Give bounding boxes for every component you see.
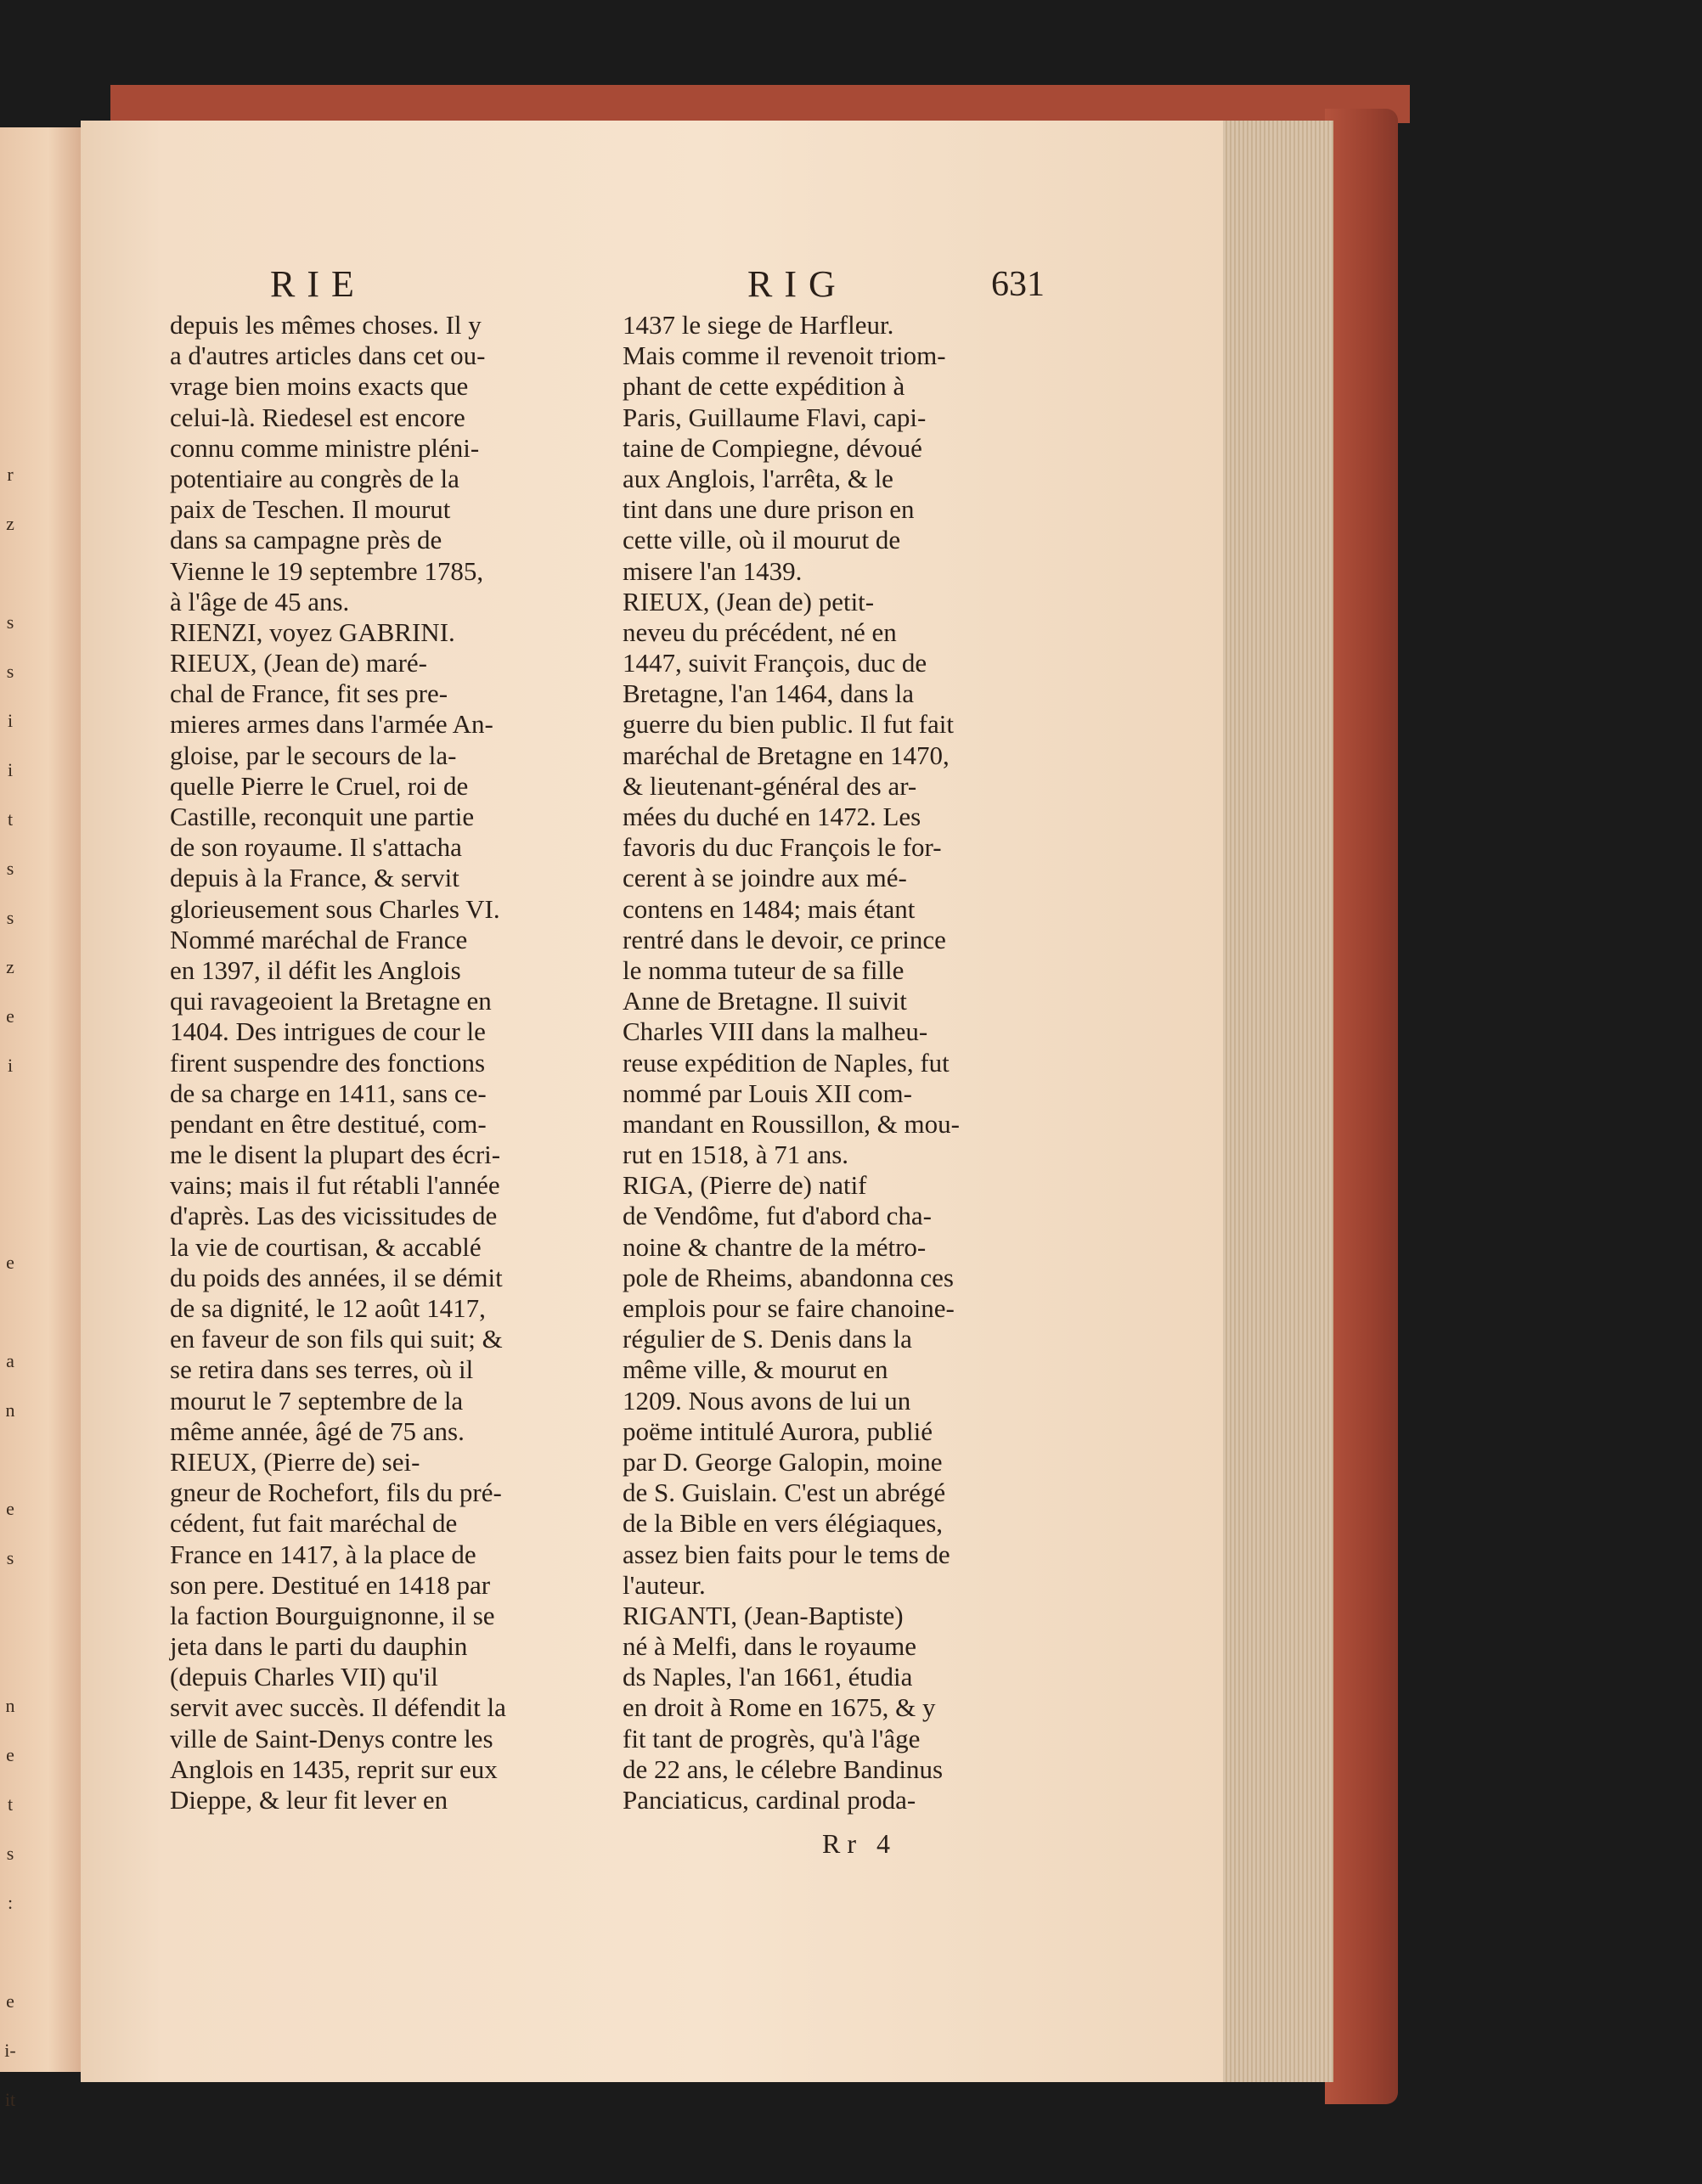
text-block xyxy=(170,259,1062,1859)
text-line: mées du duché en 1472. Les xyxy=(623,802,921,831)
text-line: vrage bien moins exacts que xyxy=(170,371,469,402)
edge-letter: e xyxy=(6,1744,14,1765)
text-line: me le disent la plupart des écri- xyxy=(170,1140,501,1170)
edge-letter: e xyxy=(6,1498,14,1519)
text-line: d'après. Las des vicissitudes de xyxy=(170,1201,498,1231)
text-line: celui-là. Riedesel est encore xyxy=(170,402,465,432)
text-line: depuis à la France, & servit xyxy=(170,863,459,893)
edge-letter xyxy=(0,1632,20,1681)
text-line: cette ville, où il mourut de xyxy=(623,525,901,555)
text-line: qui ravageoient la Bretagne en xyxy=(170,986,492,1016)
text-line: de S. Guislain. C'est un abrégé xyxy=(623,1478,946,1508)
text-line: glorieusement sous Charles VI. xyxy=(170,893,500,924)
text-line: poëme intitulé Aurora, publié xyxy=(623,1416,933,1446)
running-head-left: RIE xyxy=(270,263,366,305)
text-line: en faveur de son fils qui suit; & xyxy=(170,1324,503,1354)
text-line: aux Anglois, l'arrêta, & le xyxy=(623,463,893,493)
book-cover-spine xyxy=(1325,109,1398,2104)
edge-letter: a xyxy=(6,1350,14,1371)
text-line: tint dans une dure prison en xyxy=(623,494,915,525)
edge-letter: s xyxy=(6,611,14,633)
text-line: pole de Rheims, abandonna ces xyxy=(623,1262,954,1292)
text-line: Nommé maréchal de France xyxy=(170,924,468,954)
edge-letter: t xyxy=(7,808,14,830)
edge-letter: s xyxy=(6,1843,14,1864)
text-line: Anne de Bretagne. Il suivit xyxy=(623,986,907,1016)
edge-letter: it xyxy=(4,2089,16,2110)
text-line: servit avec succès. Il défendit la xyxy=(170,1692,506,1723)
text-line: (depuis Charles VII) qu'il xyxy=(170,1662,438,1692)
text-line: Bretagne, l'an 1464, dans la xyxy=(623,678,915,709)
text-line: gloise, par le secours de la- xyxy=(170,740,457,770)
text-line: 1209. Nous avons de lui un xyxy=(623,1385,911,1416)
edge-letter: s xyxy=(6,907,14,928)
text-line: rentré dans le devoir, ce prince xyxy=(623,924,946,954)
text-line: de la Bible en vers élégiaques, xyxy=(623,1508,944,1539)
text-columns xyxy=(170,310,1062,1838)
text-line: RIGANTI, (Jean-Baptiste) xyxy=(623,1600,904,1630)
text-line: France en 1417, à la place de xyxy=(170,1539,476,1569)
left-column xyxy=(170,310,609,1838)
text-line: se retira dans ses terres, où il xyxy=(170,1354,474,1385)
text-line: de sa dignité, le 12 août 1417, xyxy=(170,1293,486,1323)
text-line: du poids des années, il se démit xyxy=(170,1262,503,1292)
text-line: 1404. Des intrigues de cour le xyxy=(170,1016,486,1047)
edge-letter: z xyxy=(6,513,14,534)
edge-letter xyxy=(0,1090,20,1140)
edge-letter: i xyxy=(7,1055,14,1076)
text-line: Anglois en 1435, reprit sur eux xyxy=(170,1753,498,1784)
text-line: l'auteur. xyxy=(623,1569,706,1600)
text-line: depuis les mêmes choses. Il y xyxy=(170,310,482,340)
edge-letter: z xyxy=(6,956,14,977)
text-line: misere l'an 1439. xyxy=(623,555,803,586)
text-line: mandant en Roussillon, & mou- xyxy=(623,1108,960,1139)
text-line: en droit à Rome en 1675, & y xyxy=(623,1692,936,1723)
edge-letter xyxy=(0,1435,20,1484)
text-line: Paris, Guillaume Flavi, capi- xyxy=(623,402,927,432)
text-line: jeta dans le parti du dauphin xyxy=(170,1631,468,1662)
text-line: cédent, fut fait maréchal de xyxy=(170,1508,458,1539)
text-line: Vienne le 19 septembre 1785, xyxy=(170,555,484,586)
edge-letter: s xyxy=(6,661,14,682)
text-line: ville de Saint-Denys contre les xyxy=(170,1723,493,1753)
text-line: fit tant de progrès, qu'à l'âge xyxy=(623,1723,921,1753)
text-line: assez bien faits pour le tems de xyxy=(623,1539,950,1569)
edge-letter xyxy=(0,1583,20,1632)
text-line: RIEUX, (Pierre de) sei- xyxy=(170,1446,420,1477)
text-line: RIENZI, voyez GABRINI. xyxy=(170,616,455,647)
page-block-edges xyxy=(1215,121,1333,2082)
text-line: paix de Teschen. Il mourut xyxy=(170,494,451,525)
edge-letter: t xyxy=(7,1793,14,1815)
text-line: neveu du précédent, né en xyxy=(623,616,897,647)
text-line: la vie de courtisan, & accablé xyxy=(170,1231,482,1262)
page-number: 631 xyxy=(991,265,1045,304)
edge-letter: i xyxy=(7,759,14,780)
text-line: son pere. Destitué en 1418 par xyxy=(170,1569,491,1600)
text-line: Panciaticus, cardinal proda- xyxy=(623,1785,916,1815)
text-line: RIGA, (Pierre de) natif xyxy=(623,1170,867,1201)
text-line: chal de France, fit ses pre- xyxy=(170,678,448,709)
text-line: même ville, & mourut en xyxy=(623,1354,888,1385)
edge-letter: s xyxy=(6,858,14,879)
text-line: vains; mais il fut rétabli l'année xyxy=(170,1170,500,1201)
text-line: rut en 1518, à 71 ans. xyxy=(623,1140,849,1170)
text-line: en 1397, il défit les Anglois xyxy=(170,954,461,985)
text-line: de Vendôme, fut d'abord cha- xyxy=(623,1201,932,1231)
text-line: mourut le 7 septembre de la xyxy=(170,1385,464,1416)
text-line: reuse expédition de Naples, fut xyxy=(623,1047,950,1078)
text-line: emplois pour se faire chanoine- xyxy=(623,1293,955,1323)
text-line: de sa charge en 1411, sans ce- xyxy=(170,1078,487,1108)
edge-letter xyxy=(0,1140,20,1189)
edge-letter xyxy=(0,1189,20,1238)
edge-letter xyxy=(0,1928,20,1977)
text-line: gneur de Rochefort, fils du pré- xyxy=(170,1478,502,1508)
text-line: favoris du duc François le for- xyxy=(623,832,942,863)
text-line: noine & chantre de la métro- xyxy=(623,1231,927,1262)
text-line: dans sa campagne près de xyxy=(170,525,442,555)
text-line: de son royaume. Il s'attacha xyxy=(170,832,462,863)
text-line: RIEUX, (Jean de) petit- xyxy=(623,586,875,616)
edge-letter: r xyxy=(7,464,14,485)
text-line: nommé par Louis XII com- xyxy=(623,1078,912,1108)
text-line: de 22 ans, le célebre Bandinus xyxy=(623,1753,944,1784)
text-line: RIEUX, (Jean de) maré- xyxy=(170,648,427,678)
text-line: pendant en être destitué, com- xyxy=(170,1108,487,1139)
text-line: Charles VIII dans la malheu- xyxy=(623,1016,928,1047)
text-line: né à Melfi, dans le royaume xyxy=(623,1631,917,1662)
text-line: contens en 1484; mais étant xyxy=(623,893,916,924)
edge-letter: s xyxy=(6,1547,14,1568)
book-cover-top xyxy=(110,85,1410,123)
edge-letter xyxy=(0,549,20,598)
edge-letter: e xyxy=(6,1005,14,1027)
text-line: quelle Pierre le Cruel, roi de xyxy=(170,770,469,801)
edge-letter: e xyxy=(6,1252,14,1273)
text-line: Mais comme il revenoit triom- xyxy=(623,341,946,371)
text-line: & lieutenant-général des ar- xyxy=(623,770,917,801)
edge-letter: i- xyxy=(4,2040,16,2061)
text-line: même année, âgé de 75 ans. xyxy=(170,1416,465,1446)
text-line: connu comme ministre pléni- xyxy=(170,432,480,463)
running-header xyxy=(170,259,1062,310)
text-line: potentiaire au congrès de la xyxy=(170,463,459,493)
edge-letter xyxy=(0,1287,20,1337)
edge-letter: e xyxy=(6,1990,14,2012)
text-line: par D. George Galopin, moine xyxy=(623,1446,943,1477)
edge-letter: n xyxy=(5,1695,15,1716)
text-line: régulier de S. Denis dans la xyxy=(623,1324,912,1354)
text-line: ds Naples, l'an 1661, étudia xyxy=(623,1662,913,1692)
text-line: à l'âge de 45 ans. xyxy=(170,586,350,616)
text-line: 1447, suivit François, duc de xyxy=(623,648,927,678)
previous-page-edge xyxy=(0,127,82,2110)
previous-page-letters xyxy=(0,450,20,2125)
text-line: a d'autres articles dans cet ou- xyxy=(170,341,486,371)
right-column xyxy=(623,310,1062,1838)
text-line: guerre du bien public. Il fut fait xyxy=(623,709,954,740)
text-line: la faction Bourguignonne, il se xyxy=(170,1600,495,1630)
text-line: Castille, reconquit une partie xyxy=(170,802,475,831)
text-line: maréchal de Bretagne en 1470, xyxy=(623,740,950,770)
signature-mark: Rr 4 xyxy=(822,1828,897,1859)
running-head-right: RIG xyxy=(747,263,848,305)
edge-letter: n xyxy=(5,1399,15,1421)
text-line: le nomma tuteur de sa fille xyxy=(623,954,905,985)
edge-letter: : xyxy=(7,1892,14,1913)
text-line: Dieppe, & leur fit lever en xyxy=(170,1785,448,1815)
text-line: taine de Compiegne, dévoué xyxy=(623,432,922,463)
edge-letter: i xyxy=(7,710,14,731)
text-line: firent suspendre des fonctions xyxy=(170,1047,486,1078)
text-line: 1437 le siege de Harfleur. xyxy=(623,310,894,340)
text-line: cerent à se joindre aux mé- xyxy=(623,863,907,893)
text-line: phant de cette expédition à xyxy=(623,371,905,402)
text-line: mieres armes dans l'armée An- xyxy=(170,709,493,740)
